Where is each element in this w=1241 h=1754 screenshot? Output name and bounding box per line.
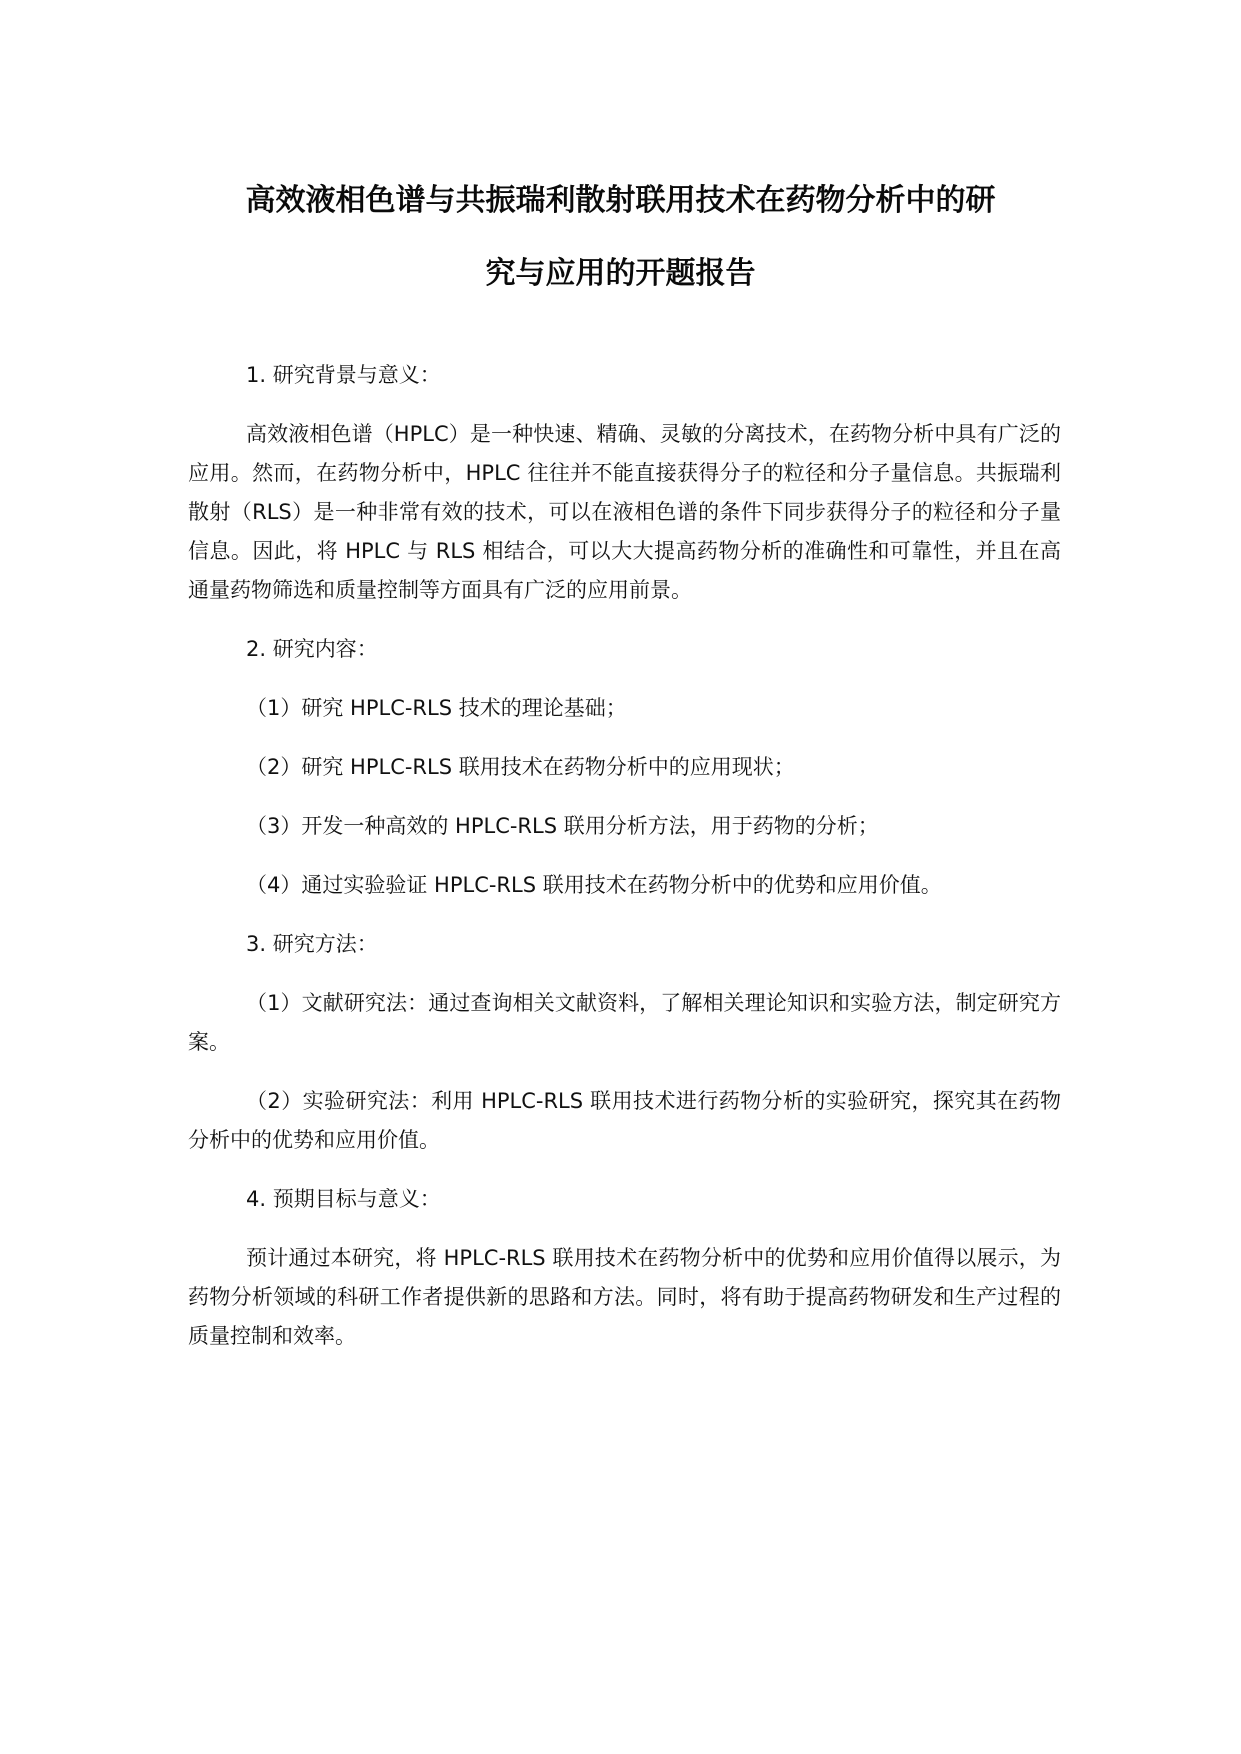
document-body [188,356,1061,1376]
methods-item-2: （2）实验研究法：利用 HPLC-RLS 联用技术进行药物分析的实验研究，探究其在药物分析中的优势和应用价值。 [188,1089,1061,1152]
document-title-line-1: 高效液相色谱与共振瑞利散射联用技术在药物分析中的研 [245,183,996,218]
document-title-line-2: 究与应用的开题报告 [485,256,756,291]
section-heading-content: 2. 研究内容： [246,637,378,661]
content-item-1: （1）研究 HPLC-RLS 技术的理论基础； [246,696,627,720]
section-heading-goals: 4. 预期目标与意义： [246,1187,441,1211]
goals-paragraph: 预计通过本研究，将 HPLC-RLS 联用技术在药物分析中的优势和应用价值得以展示，为药物分析领域的科研工作者提供新的思路和方法。同时，将有助于提高药物研发和生产过程的质量控制和效率。 [188,1246,1061,1348]
content-item-4: （4）通过实验验证 HPLC-RLS 联用技术在药物分析中的优势和应用价值。 [246,873,942,897]
background-paragraph: 高效液相色谱（HPLC）是一种快速、精确、灵敏的分离技术，在药物分析中具有广泛的应用。然而，在药物分析中，HPLC 往往并不能直接获得分子的粒径和分子量信息。共振瑞利散射（RLS）是一种非常有效的技术，可以在液相色谱的条件下同步获得分子的粒径和分子量信息。因此，将 HPLC 与 RLS 相结合，可以大大提高药物分析的准确性和可靠性，并且在高通量药物筛选和质量控制等方面具有广泛的应用前景。 [188,422,1061,602]
methods-item-1: （1）文献研究法：通过查询相关文献资料，了解相关理论知识和实验方法，制定研究方案。 [188,991,1061,1054]
section-heading-methods: 3. 研究方法： [246,932,378,956]
section-heading-background: 1. 研究背景与意义： [246,363,441,387]
content-item-2: （2）研究 HPLC-RLS 联用技术在药物分析中的应用现状； [246,755,795,779]
content-item-3: （3）开发一种高效的 HPLC-RLS 联用分析方法，用于药物的分析； [246,814,879,838]
